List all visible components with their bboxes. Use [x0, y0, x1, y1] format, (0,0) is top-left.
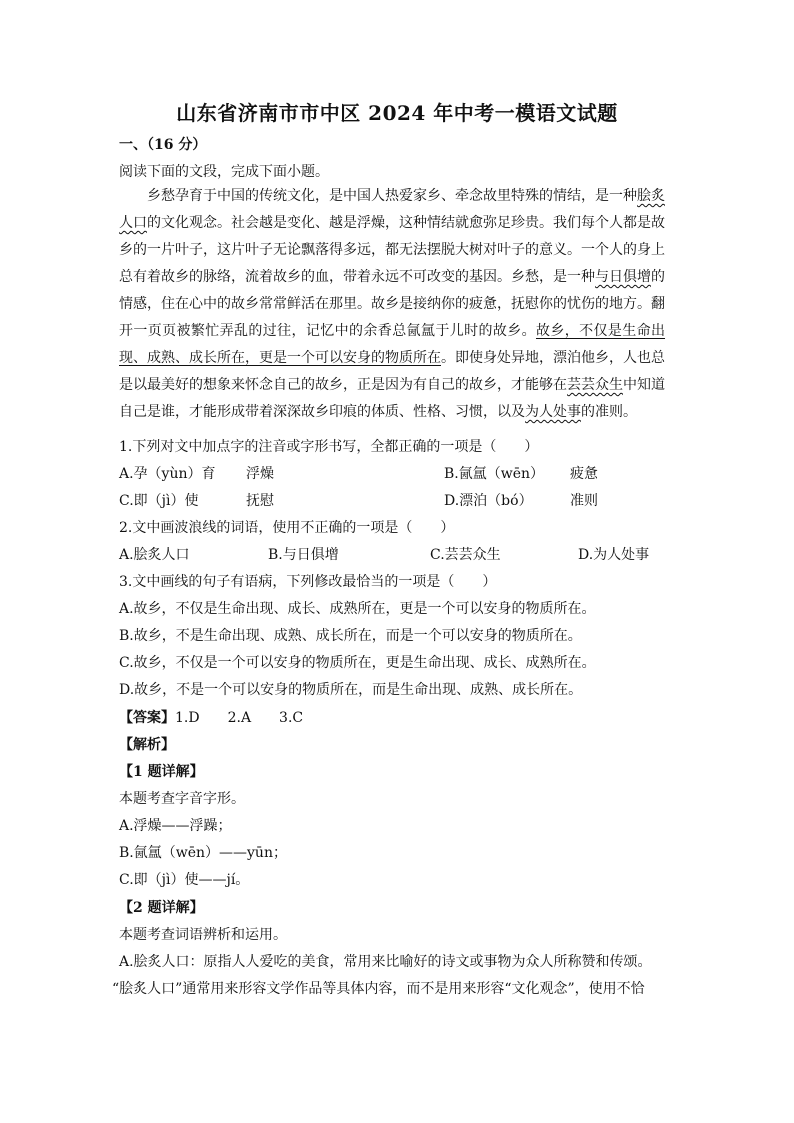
wavy-term: 芸芸众生: [567, 377, 623, 393]
detail-1-heading: 【1 题详解】: [119, 764, 204, 780]
passage-text: 的准则。: [581, 404, 637, 420]
q3-option-d: D.故乡，不是一个可以安身的物质所在，而是生命出现、成熟、成长所在。: [119, 682, 583, 698]
question-1-stem: 1.下列对文中加点字的注音或字形书写，全都正确的一项是（ ）: [119, 439, 539, 455]
detail-2-a: A.脍炙人口：原指人人爱吃的美食，常用来比喻好的诗文或事物为众人所称赞和传颂。: [119, 954, 652, 970]
passage-text: 的文化观念。社会越是变化、越是浮燥，这种情结就愈弥足珍贵。我们每个人都是故乡的一片叶子，这片叶子无论飘落得多远，都无法摆脱大树对叶子的意义。一个人的身上总有着故乡的脉络，流着故乡的血，带着永远不可改变的基因。乡愁，是一种: [119, 215, 665, 285]
section-heading: 一、（16 分）: [119, 137, 207, 153]
q1-option-b-word: 疲惫: [570, 466, 598, 482]
q1-option-c-word: 抚慰: [246, 493, 274, 509]
passage-text: 。即使身处异地，漂泊他乡，人也总是以最美好的想象来怀念自己的故乡，正是因为有自己的故乡，才能够在: [119, 350, 665, 393]
underlined-sentence: 故乡，不仅是生命出现、成熟、成长所在，更是一个可以安身的物质所在: [119, 323, 666, 366]
detail-1-a: A.浮燥——浮躁；: [119, 818, 232, 834]
q3-option-b: B.故乡，不是生命出现、成熟、成长所在，而是一个可以安身的物质所在。: [119, 628, 582, 644]
question-2-stem: 2.文中画波浪线的词语，使用不正确的一项是（ ）: [119, 520, 455, 536]
question-3-stem: 3.文中画线的句子有语病，下列修改最恰当的一项是（ ）: [119, 574, 497, 590]
q1-option-d: D.漂泊（bó）: [444, 493, 533, 509]
q1-option-d-word: 准则: [570, 493, 598, 509]
reading-passage: [119, 183, 665, 426]
answer-text: 1.D 2.A 3.C: [175, 710, 304, 726]
q1-option-a-word: 浮燥: [246, 466, 274, 482]
q2-option-a: A.脍炙人口: [119, 547, 190, 563]
passage-text: 中知道自己是谁，才能形成带着深深故乡印痕的体质、性格、习惯，以及: [119, 377, 665, 420]
q3-option-c: C.故乡，不仅是一个可以安身的物质所在，更是生命出现、成长、成熟所在。: [119, 655, 596, 671]
analysis-label: 【解析】: [119, 737, 175, 753]
q3-option-a: A.故乡，不仅是生命出现、成长、成熟所在，更是一个可以安身的物质所在。: [119, 601, 596, 617]
answer-label: 【答案】: [119, 710, 175, 726]
detail-2-b: “脍炙人口”通常用来形容文学作品等具体内容，而不是用来形容“文化观念”，使用不恰: [112, 981, 645, 997]
detail-2-intro: 本题考查词语辨析和运用。: [119, 927, 287, 943]
detail-2-heading: 【2 题详解】: [119, 900, 204, 916]
q1-option-a: A.孕（yùn）育: [119, 466, 216, 482]
passage-text: 的情感，住在心中的故乡常常鲜活在那里。故乡是接纳你的疲惫，抚慰你的忧伤的地方。翻开一页页被繁忙弄乱的过往，记忆中的余香总氤氲于儿时的故乡。: [119, 269, 665, 339]
wavy-term: 为人处事: [525, 404, 581, 420]
q2-option-c: C.芸芸众生: [430, 547, 501, 563]
wavy-term: 脍炙人口: [119, 188, 665, 231]
passage-text: 乡愁孕育于中国的传统文化，是中国人热爱家乡、牵念故里特殊的情结，是一种: [147, 188, 637, 204]
q2-option-d: D.为人处事: [578, 547, 650, 563]
page-title: 山东省济南市市中区 2024 年中考一模语文试题: [176, 101, 618, 125]
q2-option-b: B.与日俱增: [268, 547, 339, 563]
wavy-term: 与日俱增: [595, 269, 651, 285]
q1-option-c: C.即（jì）使: [119, 493, 199, 509]
detail-1-b: B.氤氲（wēn）——yūn；: [119, 845, 287, 861]
detail-1-intro: 本题考查字音字形。: [119, 791, 245, 807]
instruction: 阅读下面的文段，完成下面小题。: [119, 164, 329, 180]
detail-1-c: C.即（jì）使——jí。: [119, 872, 250, 888]
q1-option-b: B.氤氲（wēn）: [444, 466, 545, 482]
answer-line: [119, 708, 303, 728]
